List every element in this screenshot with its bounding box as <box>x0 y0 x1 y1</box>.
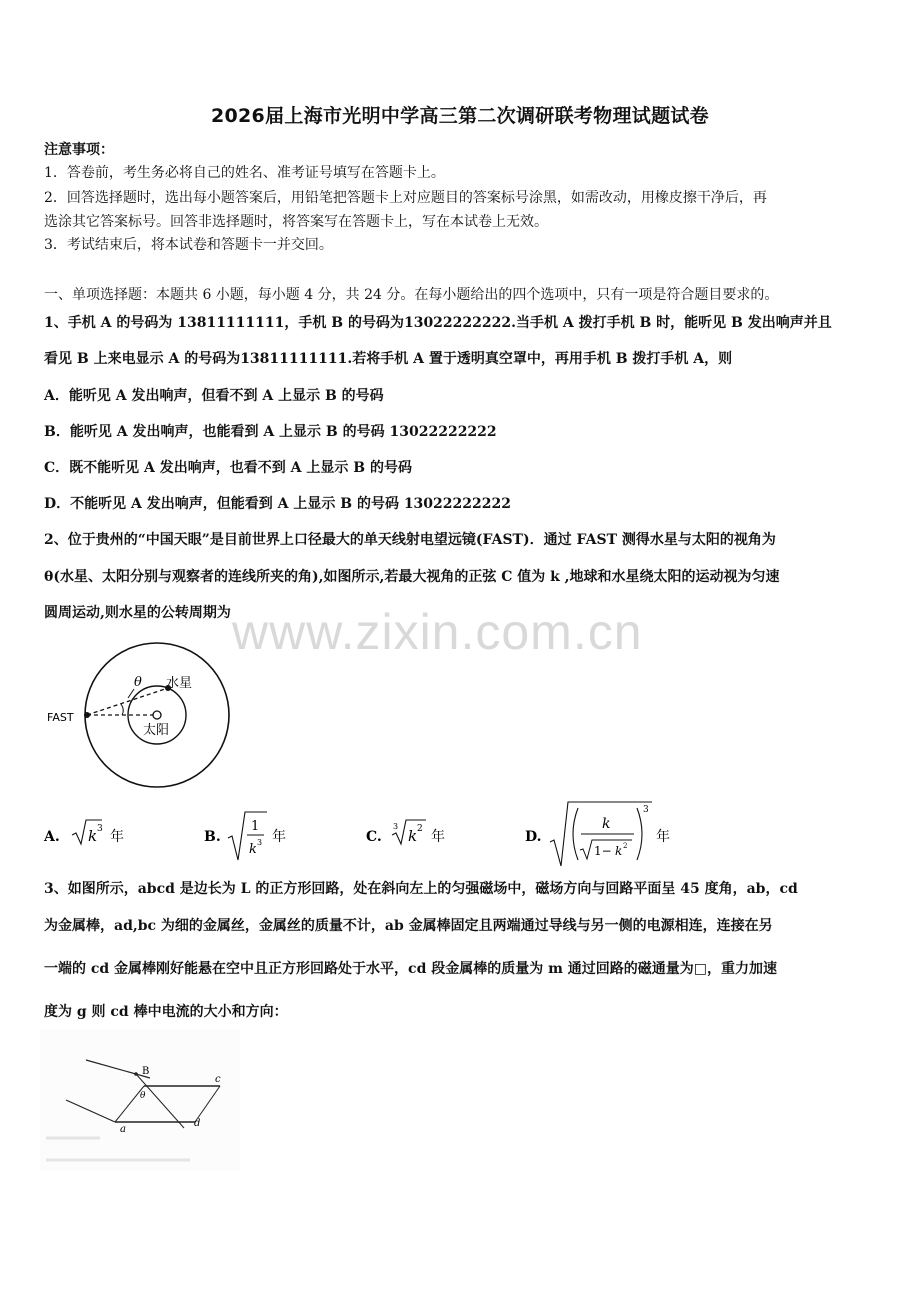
option-d-unit: 年 <box>656 829 670 845</box>
question-1-option-c: C．既不能听见 A 发出响声，也看不到 A 上显示 B 的号码 <box>44 460 412 476</box>
page-title: 2026届上海市光明中学高三第二次调研联考物理试题试卷 <box>211 105 709 127</box>
label-theta: θ <box>140 1091 146 1101</box>
label-a: a <box>120 1124 126 1135</box>
square-loop-diagram <box>40 1030 240 1170</box>
left-paren <box>573 808 578 860</box>
option-b-label: B. <box>204 829 221 845</box>
question-2-text: 圆周运动,则水星的公转周期为 <box>44 605 231 621</box>
question-1-option-a: A．能听见 A 发出响声，但看不到 A 上显示 B 的号码 <box>44 388 384 404</box>
sqrt-sign <box>228 812 267 860</box>
option-d-exp2: 2 <box>623 842 628 850</box>
notice-item: 1．答卷前，考生务必将自己的姓名、准考证号填写在答题卡上。 <box>44 165 445 181</box>
notice-heading: 注意事项： <box>44 142 114 158</box>
question-1-text: 看见 B 上来电显示 A 的号码为13811111111.若将手机 A 置于透明真空罩中，再用手机 B 拨打手机 A，则 <box>44 351 733 367</box>
option-b-numerator: 1 <box>251 819 260 834</box>
question-2-text: 2、位于贵州的“中国天眼”是目前世界上口径最大的单天线射电望远镜(FAST)．通过 FAST 测得水星与太阳的视角为 <box>44 532 776 548</box>
sun-dot <box>153 711 161 719</box>
question-1-option-d: D．不能听见 A 发出响声，但能看到 A 上显示 B 的号码 13022222222 <box>44 496 511 512</box>
question-3-text: 为金属棒，ad,bc 为细的金属丝，金属丝的质量不计，ab 金属棒固定且两端通过导线与另一侧的电源相连，连接在另 <box>44 918 773 934</box>
option-c-root-index: 3 <box>393 822 399 831</box>
notice-item: 选涂其它答案标号。回答非选择题时，将答案写在答题卡上，写在本试卷上无效。 <box>44 214 548 230</box>
option-d-exp3: 3 <box>643 805 649 815</box>
question-1-text: 1、手机 A 的号码为 13811111111，手机 B 的号码为13022222222.当手机 A 拨打手机 B 时，能听见 B 发出响声并且 <box>44 315 832 331</box>
theta-label: θ <box>134 675 142 690</box>
label-c: c <box>215 1074 221 1085</box>
orbit-diagram <box>40 640 240 790</box>
angle-pointer <box>128 689 134 698</box>
option-d-k2: k <box>615 844 623 858</box>
question-2-text: θ(水星、太阳分别与观察者的连线所夹的角),如图所示,若最大视角的正弦 C 值为 k ,地球和水星绕太阳的运动视为匀速 <box>44 569 780 585</box>
option-c-label: C. <box>366 829 382 845</box>
question-1-option-b: B．能听见 A 发出响声，也能看到 A 上显示 B 的号码 13022222222 <box>44 424 497 440</box>
notice-item: 2．回答选择题时，选出每小题答案后，用铅笔把答题卡上对应题目的答案标号涂黑，如需改动，用橡皮擦干净后，再 <box>44 190 767 206</box>
field-origin-dot <box>134 1072 138 1076</box>
option-b-unit: 年 <box>272 829 286 845</box>
sun-label: 太阳 <box>143 723 170 738</box>
option-d-label: D. <box>525 829 542 845</box>
mercury-label: 水星 <box>166 676 193 691</box>
option-a-unit: 年 <box>110 829 124 845</box>
angle-arc <box>121 704 123 715</box>
option-a-exp: 3 <box>97 824 103 834</box>
option-a-k: k <box>88 827 98 845</box>
option-c-k: k <box>408 827 418 845</box>
notice-item: 3．考试结束后，将本试卷和答题卡一并交回。 <box>44 237 333 253</box>
label-d: d <box>194 1118 201 1129</box>
section-heading: 一、单项选择题：本题共 6 小题，每小题 4 分，共 24 分。在每小题给出的四个选项中，只有一项是符合题目要求的。 <box>44 287 779 303</box>
question-3-text: 一端的 cd 金属棒刚好能悬在空中且正方形回路处于水平，cd 段金属棒的质量为 m 通过回路的磁通量为□，重力加速 <box>44 961 778 977</box>
label-B: B <box>142 1066 150 1077</box>
option-b-exp: 3 <box>257 838 263 847</box>
option-b-k: k <box>249 842 257 857</box>
question-3-text: 3、如图所示，abcd 是边长为 L 的正方形回路，处在斜向左上的匀强磁场中，磁场方向与回路平面呈 45 度角，ab，cd <box>44 881 798 897</box>
option-d-one-minus: 1− <box>594 844 612 858</box>
option-d-k: k <box>602 816 611 832</box>
watermark: www.zixin.com.cn <box>232 604 643 660</box>
question-3-text: 度为 g 则 cd 棒中电流的大小和方向： <box>44 1004 288 1020</box>
option-c-exp: 2 <box>417 824 423 834</box>
option-c-unit: 年 <box>431 829 445 845</box>
option-a-label: A. <box>44 829 60 845</box>
fast-label: FAST <box>47 711 74 724</box>
question-2-options <box>40 798 700 870</box>
right-paren <box>637 808 642 860</box>
